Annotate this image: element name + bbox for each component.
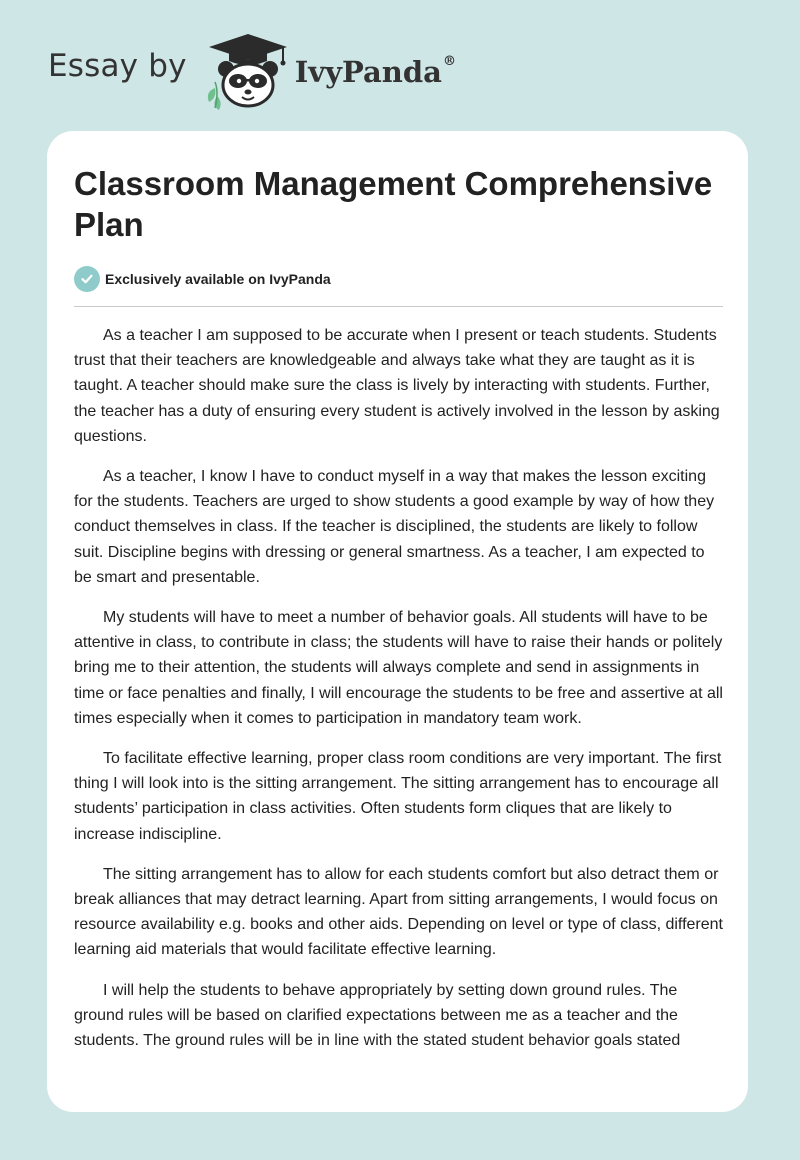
brand-name[interactable] [295,55,456,89]
check-circle-icon [74,266,100,292]
site-header [48,30,456,110]
paragraph: My students will have to meet a number of behavior goals. All students will have to be attentive in class, to contribute in class; the students will have to raise their hands or politely bring me to their attention, the students will always complete and send in assignments in time or face penalties and finally, I will encourage the students to be free and assertive at all times especially when it comes to participation in mandatory team work. [74,609,723,727]
essay-card [47,131,748,1112]
exclusive-badge [74,265,724,293]
paragraph: As a teacher, I know I have to conduct myself in a way that makes the lesson exciting for the students. Teachers are urged to show students a good example by way of how they conduct themselves in class. If the teacher is disciplined, the students are likely to follow suit. Discipline begins with dressing or general smartness. As a teacher, I am expected to be smart and presentable. [74,468,715,586]
divider [74,306,723,307]
paragraph: As a teacher I am supposed to be accurate when I present or teach students. Students trust that their teachers are knowledgeable and always take what they are taught as it is taught. A teacher should make sure the class is lively by interacting with students. Further, the teacher has a duty of ensuring every student is actively involved in the lesson by asking questions. [74,327,720,445]
registered-mark: ® [442,54,456,70]
page-title: Classroom Management Comprehensive Plan [74,165,713,243]
paragraph: The sitting arrangement has to allow for each students comfort but also detract them or break alliances that may detract learning. Apart from sitting arrangements, I would focus on resource availability e.g. books and other aids. Depending on level or type of class, different learning aid materials that would facilitate effective learning. [74,865,723,959]
essay-by-label: Essay by [48,48,187,84]
badge-text: Exclusively available on IvyPanda [105,271,331,287]
paragraph: To facilitate effective learning, proper class room conditions are very important. The first thing I will look into is the sitting arrangement. The sitting arrangement has to encourage all students’ participation in class activities. Often students form cliques that are likely to increase indiscipline. [74,750,722,843]
brand-name-text: IvyPanda [294,55,442,89]
paragraph: I will help the students to behave appropriately by setting down ground rules. The ground rules will be based on clarified expectations between me as a teacher and the students. The ground rules will be in line with the stated student behavior goals stated [74,981,681,1050]
panda-graduate-logo-icon[interactable] [203,30,293,110]
essay-content [74,163,724,1068]
